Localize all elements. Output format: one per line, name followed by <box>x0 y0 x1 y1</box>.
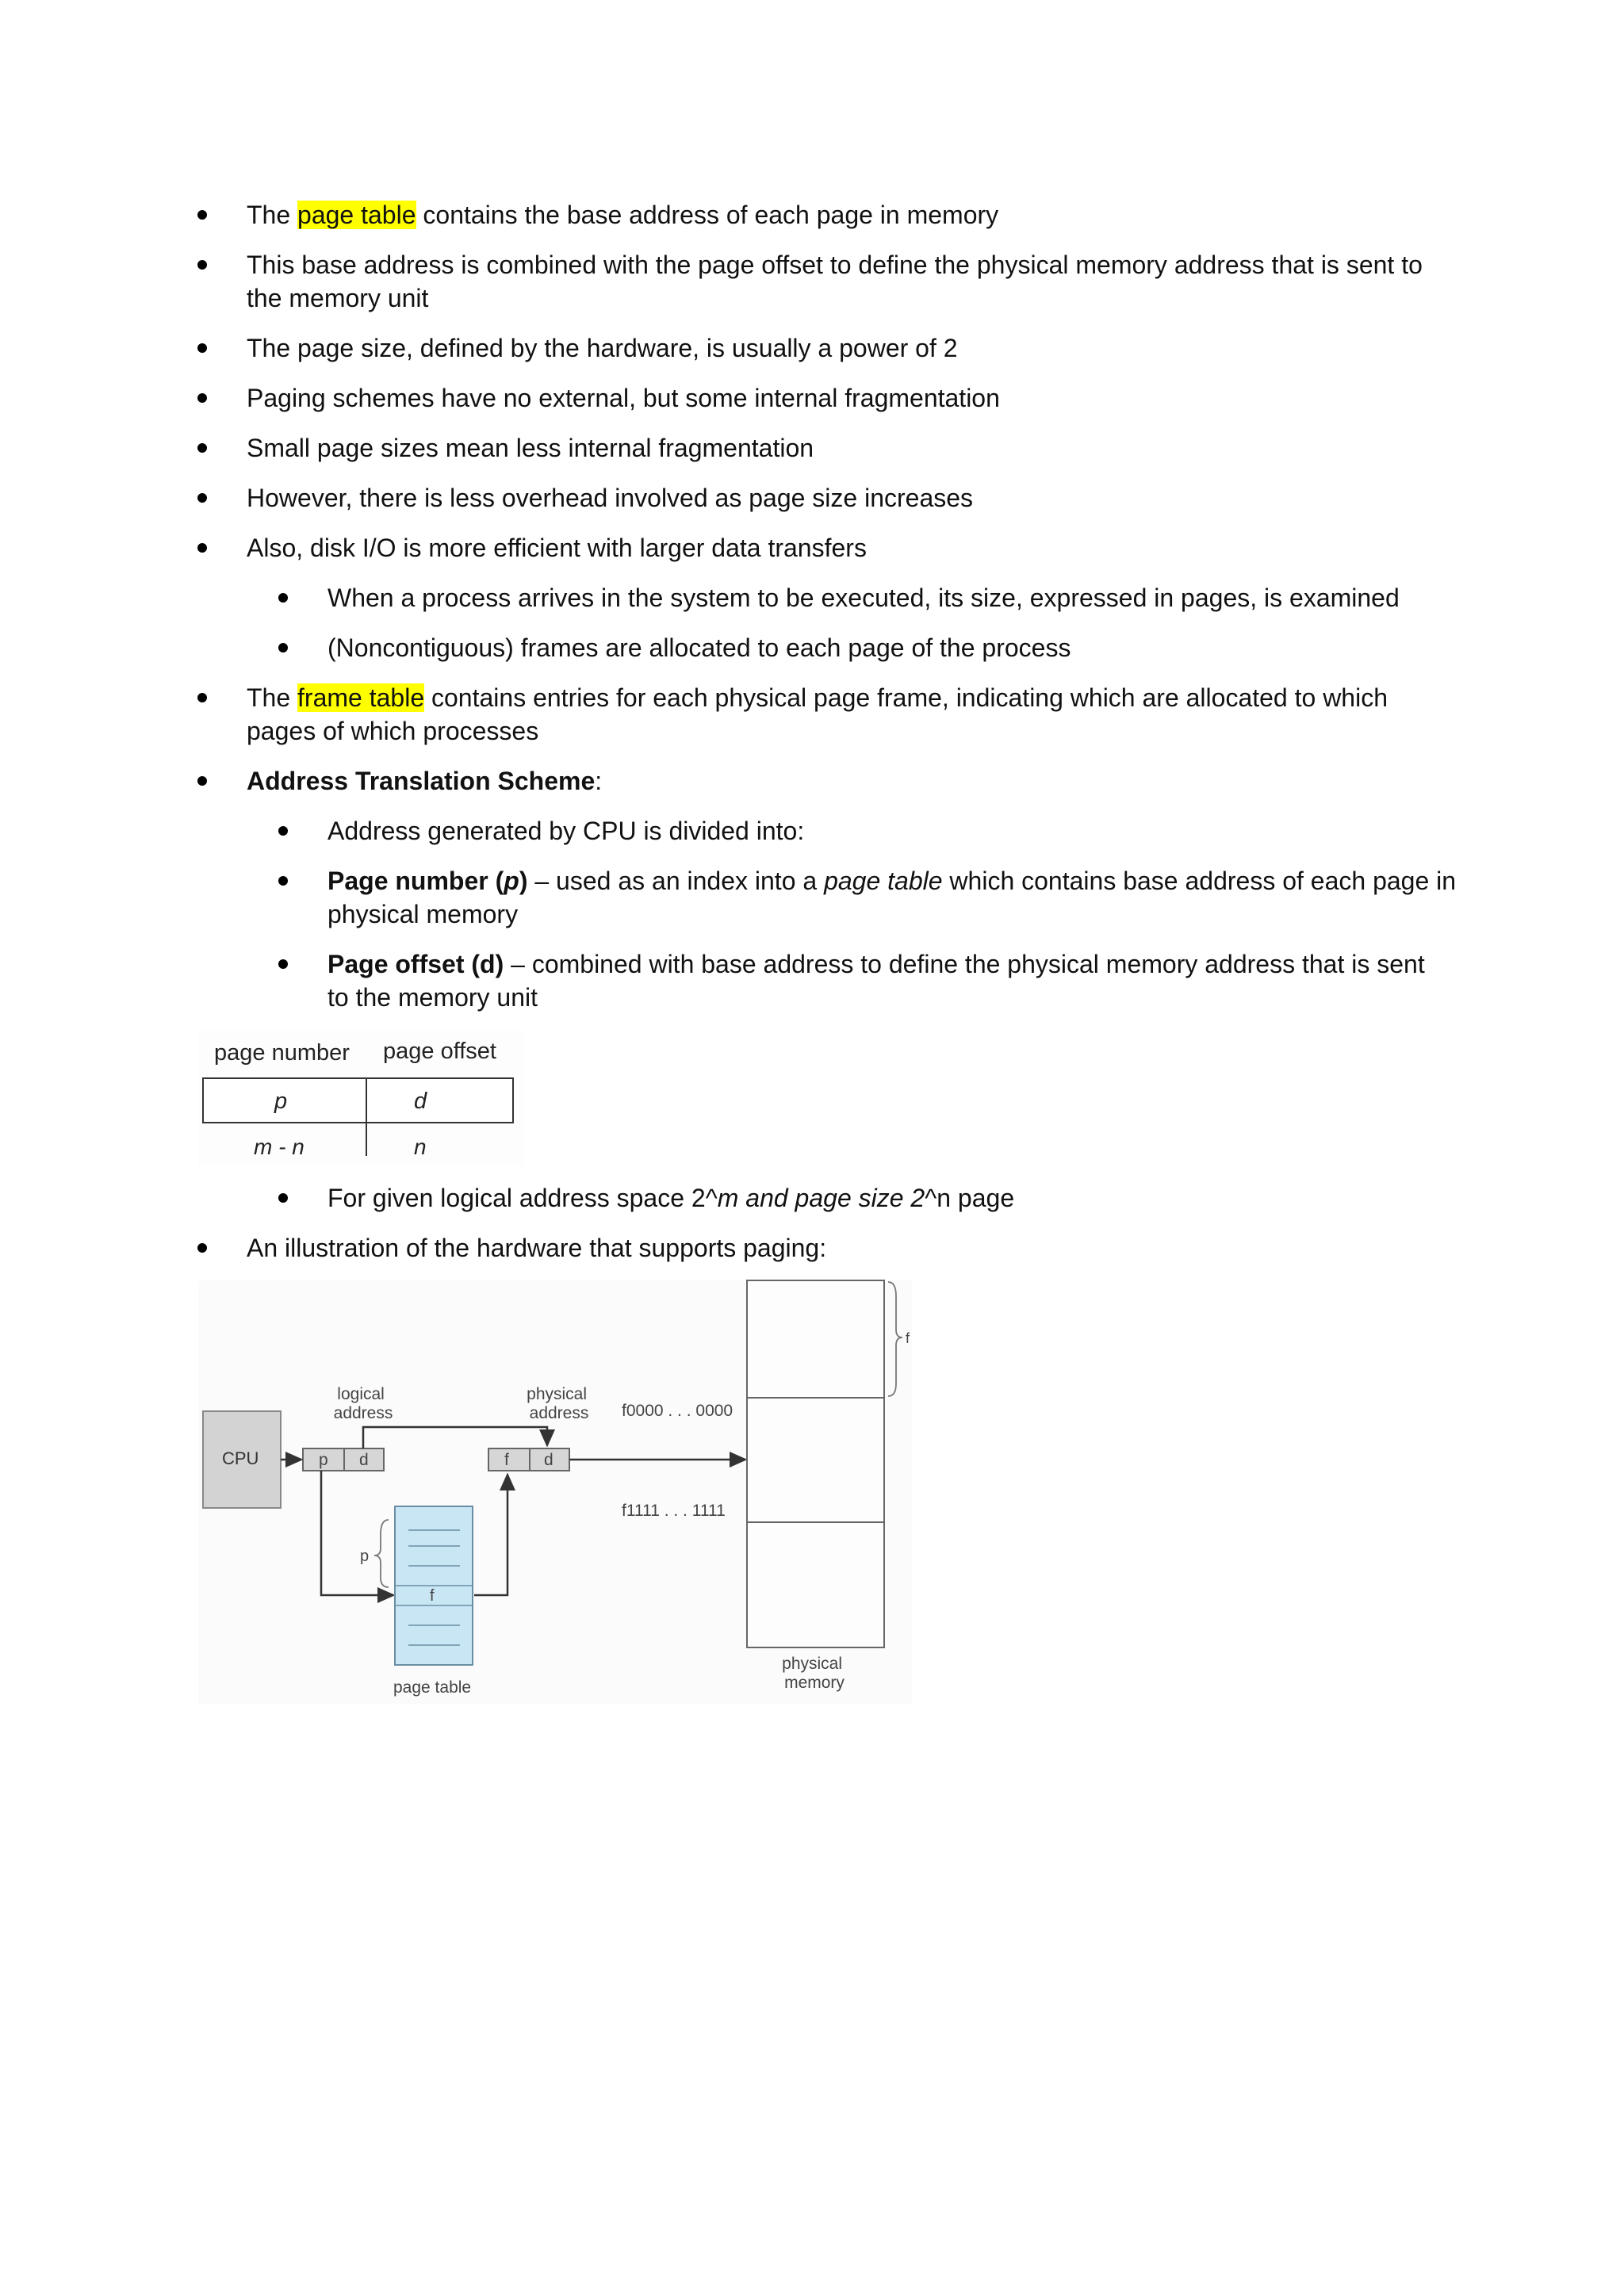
bullet-dot <box>197 776 207 786</box>
bullet-fragmentation: Paging schemes have no external, but some internal fragmentation <box>247 384 1000 412</box>
bullet-dot <box>197 260 207 270</box>
n-label: n <box>414 1135 427 1159</box>
sub-bullet-dot <box>278 1193 288 1203</box>
cpu-label: CPU <box>222 1448 259 1468</box>
bullet-frame-table: The frame table contains entries for each physical page frame, indicating which are allocated to which pages of which processes <box>247 683 1388 745</box>
bullet-overhead: However, there is less overhead involved as page size increases <box>247 484 974 512</box>
page-table-f-label: f <box>430 1587 435 1605</box>
frame-end-label: f1111 . . . 1111 <box>622 1502 726 1520</box>
page-number-header: page number <box>214 1040 350 1066</box>
bullet-page-table: The page table contains the base address of each page in memory <box>247 201 999 229</box>
page-offset-header: page offset <box>383 1039 496 1064</box>
physical-f-label: f <box>504 1451 509 1469</box>
physical-d-label: d <box>544 1451 553 1469</box>
bullet-dot <box>197 443 207 453</box>
sub-bullet-page-offset: Page offset (d) – combined with base address to define the physical memory address that is sent to the memory unit <box>327 950 1425 1012</box>
bullet-page-size: The page size, defined by the hardware, is usually a power of 2 <box>247 334 958 362</box>
address-format-figure <box>198 1031 523 1165</box>
bullet-dot <box>197 543 207 553</box>
d-field: d <box>414 1089 427 1114</box>
bullet-small-pages: Small page sizes mean less internal fragmentation <box>247 434 814 462</box>
bullet-dot <box>197 693 207 702</box>
physical-f-box <box>488 1448 530 1471</box>
bullet-dot <box>197 393 207 403</box>
physical-address-label: physical address <box>527 1385 589 1422</box>
logical-address-label: logical address <box>333 1385 393 1422</box>
frame-start-label: f0000 . . . 0000 <box>622 1402 733 1420</box>
brace-f-label: f <box>906 1330 910 1346</box>
physical-memory-box <box>747 1280 884 1647</box>
sub-bullet-dot <box>278 643 288 652</box>
bullet-dot <box>197 343 207 353</box>
bullet-base-address: This base address is combined with the page offset to define the physical memory address that is sent to the memory unit <box>247 251 1423 312</box>
address-field-box <box>203 1078 513 1123</box>
sub-bullet-dot <box>278 593 288 603</box>
bullet-illustration: An illustration of the hardware that supports paging: <box>247 1234 827 1262</box>
paging-hardware-diagram <box>198 1272 912 1705</box>
bullet-dot <box>197 493 207 503</box>
logical-d-label: d <box>359 1451 369 1469</box>
p-field: p <box>274 1089 288 1114</box>
bullet-address-translation: Address Translation Scheme: <box>247 767 603 795</box>
highlight-page-table: page table <box>297 201 416 229</box>
sub-bullet-dot <box>278 876 288 886</box>
sub-bullet-dot <box>278 959 288 969</box>
sub-bullet-frames-allocated: (Noncontiguous) frames are allocated to each page of the process <box>327 633 1071 662</box>
sub-bullet-page-number: Page number (p) – used as an index into a page table which contains base address of each page in physical memory <box>327 867 1457 928</box>
bullet-dot <box>197 210 207 220</box>
sub-bullet-dot <box>278 826 288 836</box>
bullet-dot <box>197 1243 207 1253</box>
bullet-disk-io: Also, disk I/O is more efficient with larger data transfers <box>247 534 867 562</box>
highlight-frame-table: frame table <box>297 683 425 712</box>
page-table-label: page table <box>393 1678 472 1697</box>
m-minus-n-label: m - n <box>254 1135 304 1159</box>
brace-p-label: p <box>360 1548 370 1565</box>
sub-bullet-process-arrives: When a process arrives in the system to be executed, its size, expressed in pages, is examined <box>327 584 1400 612</box>
sub-bullet-address-divided: Address generated by CPU is divided into: <box>327 817 805 845</box>
sub-bullet-address-space: For given logical address space 2^m and page size 2^n page <box>327 1184 1015 1212</box>
physical-memory-label: physical memory <box>782 1655 845 1692</box>
logical-p-label: p <box>319 1451 328 1469</box>
